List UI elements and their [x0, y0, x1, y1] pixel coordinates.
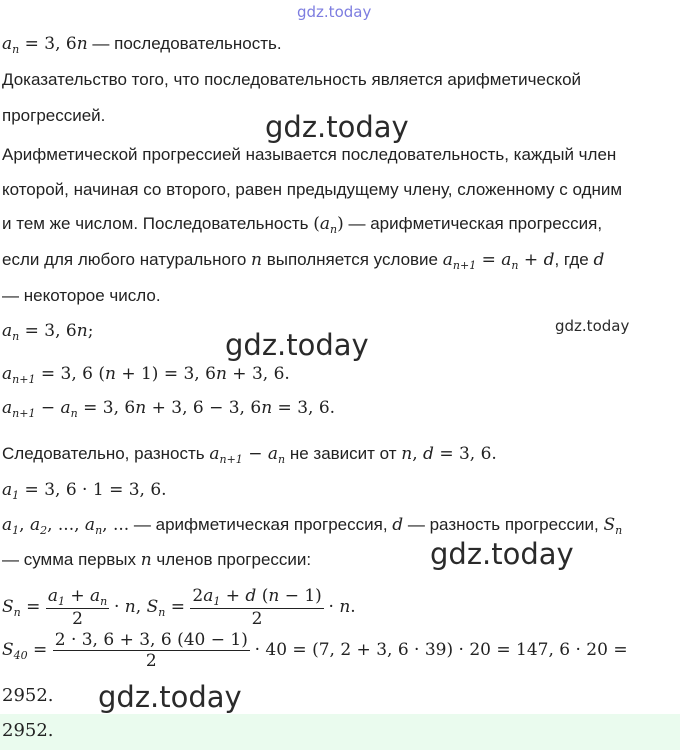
watermark-top: gdz.today [297, 3, 372, 21]
sequence-definition: $a_n = 3$, 6n — последовательность. [2, 34, 282, 56]
progression-line: $a_1$, $a_2$, ..., $a_n$, ... — арифметическая прогрессия, d — разность прогрессии, $S_n$ [2, 515, 623, 537]
definition-line5: — некоторое число. [2, 286, 161, 305]
definition-line2: которой, начиная со второго, равен предыдущему члену, сложенному с одним [2, 180, 623, 199]
s40-result: 2952. [2, 685, 54, 706]
watermark: gdz.today [225, 328, 369, 362]
s40-formula: $S_{40}$ = $\frac{2 \cdot 3, 6 + 3, 6 (40 - 1)}{2}$ · 40 = (7, 2 + 3, 6 · 39) · 20 = 147, 6 · 20 = [2, 630, 628, 671]
watermark: gdz.today [555, 317, 630, 335]
watermark: gdz.today [430, 537, 574, 571]
conclusion-line: Следовательно, разность $a_{n+1} - a_n$ не зависит от n, d = 3, 6. [2, 444, 497, 466]
sum-formula: $S_n$ = $\frac{a_1 + a_n}{2}$ · n, $S_n$ = $\frac{2a_1 + d (n - 1)}{2}$ · n. [2, 586, 356, 629]
watermark: gdz.today [98, 680, 242, 714]
answer-box [0, 714, 680, 750]
definition-line1: Арифметической прогрессией называется последовательность, каждый член [2, 145, 617, 164]
answer-value: 2952. [2, 720, 54, 741]
formula-an1: $a_{n+1} = 3$, 6 (n + 1) = 3, 6n + 3, 6. [2, 364, 290, 386]
definition-line4: если для любого натурального n выполняется условие $a_{n+1} = a_n + d$, где d [2, 250, 605, 272]
proof-heading-line1: Доказательство того, что последовательность является арифметической [2, 70, 582, 89]
formula-difference: $a_{n+1} - a_n = 3$, 6n + 3, 6 − 3, 6n = 3, 6. [2, 398, 336, 420]
formula-a1: $a_1 = 3$, 6 · 1 = 3, 6. [2, 480, 167, 502]
watermark: gdz.today [265, 110, 409, 144]
definition-line3: и тем же числом. Последовательность $(a_n)$ — арифметическая прогрессия, [2, 214, 603, 236]
formula-an: $a_n = 3$, 6n; [2, 321, 94, 343]
proof-heading-line2: прогрессией. [2, 106, 106, 125]
sum-description: — сумма первых n членов прогрессии: [2, 550, 312, 570]
